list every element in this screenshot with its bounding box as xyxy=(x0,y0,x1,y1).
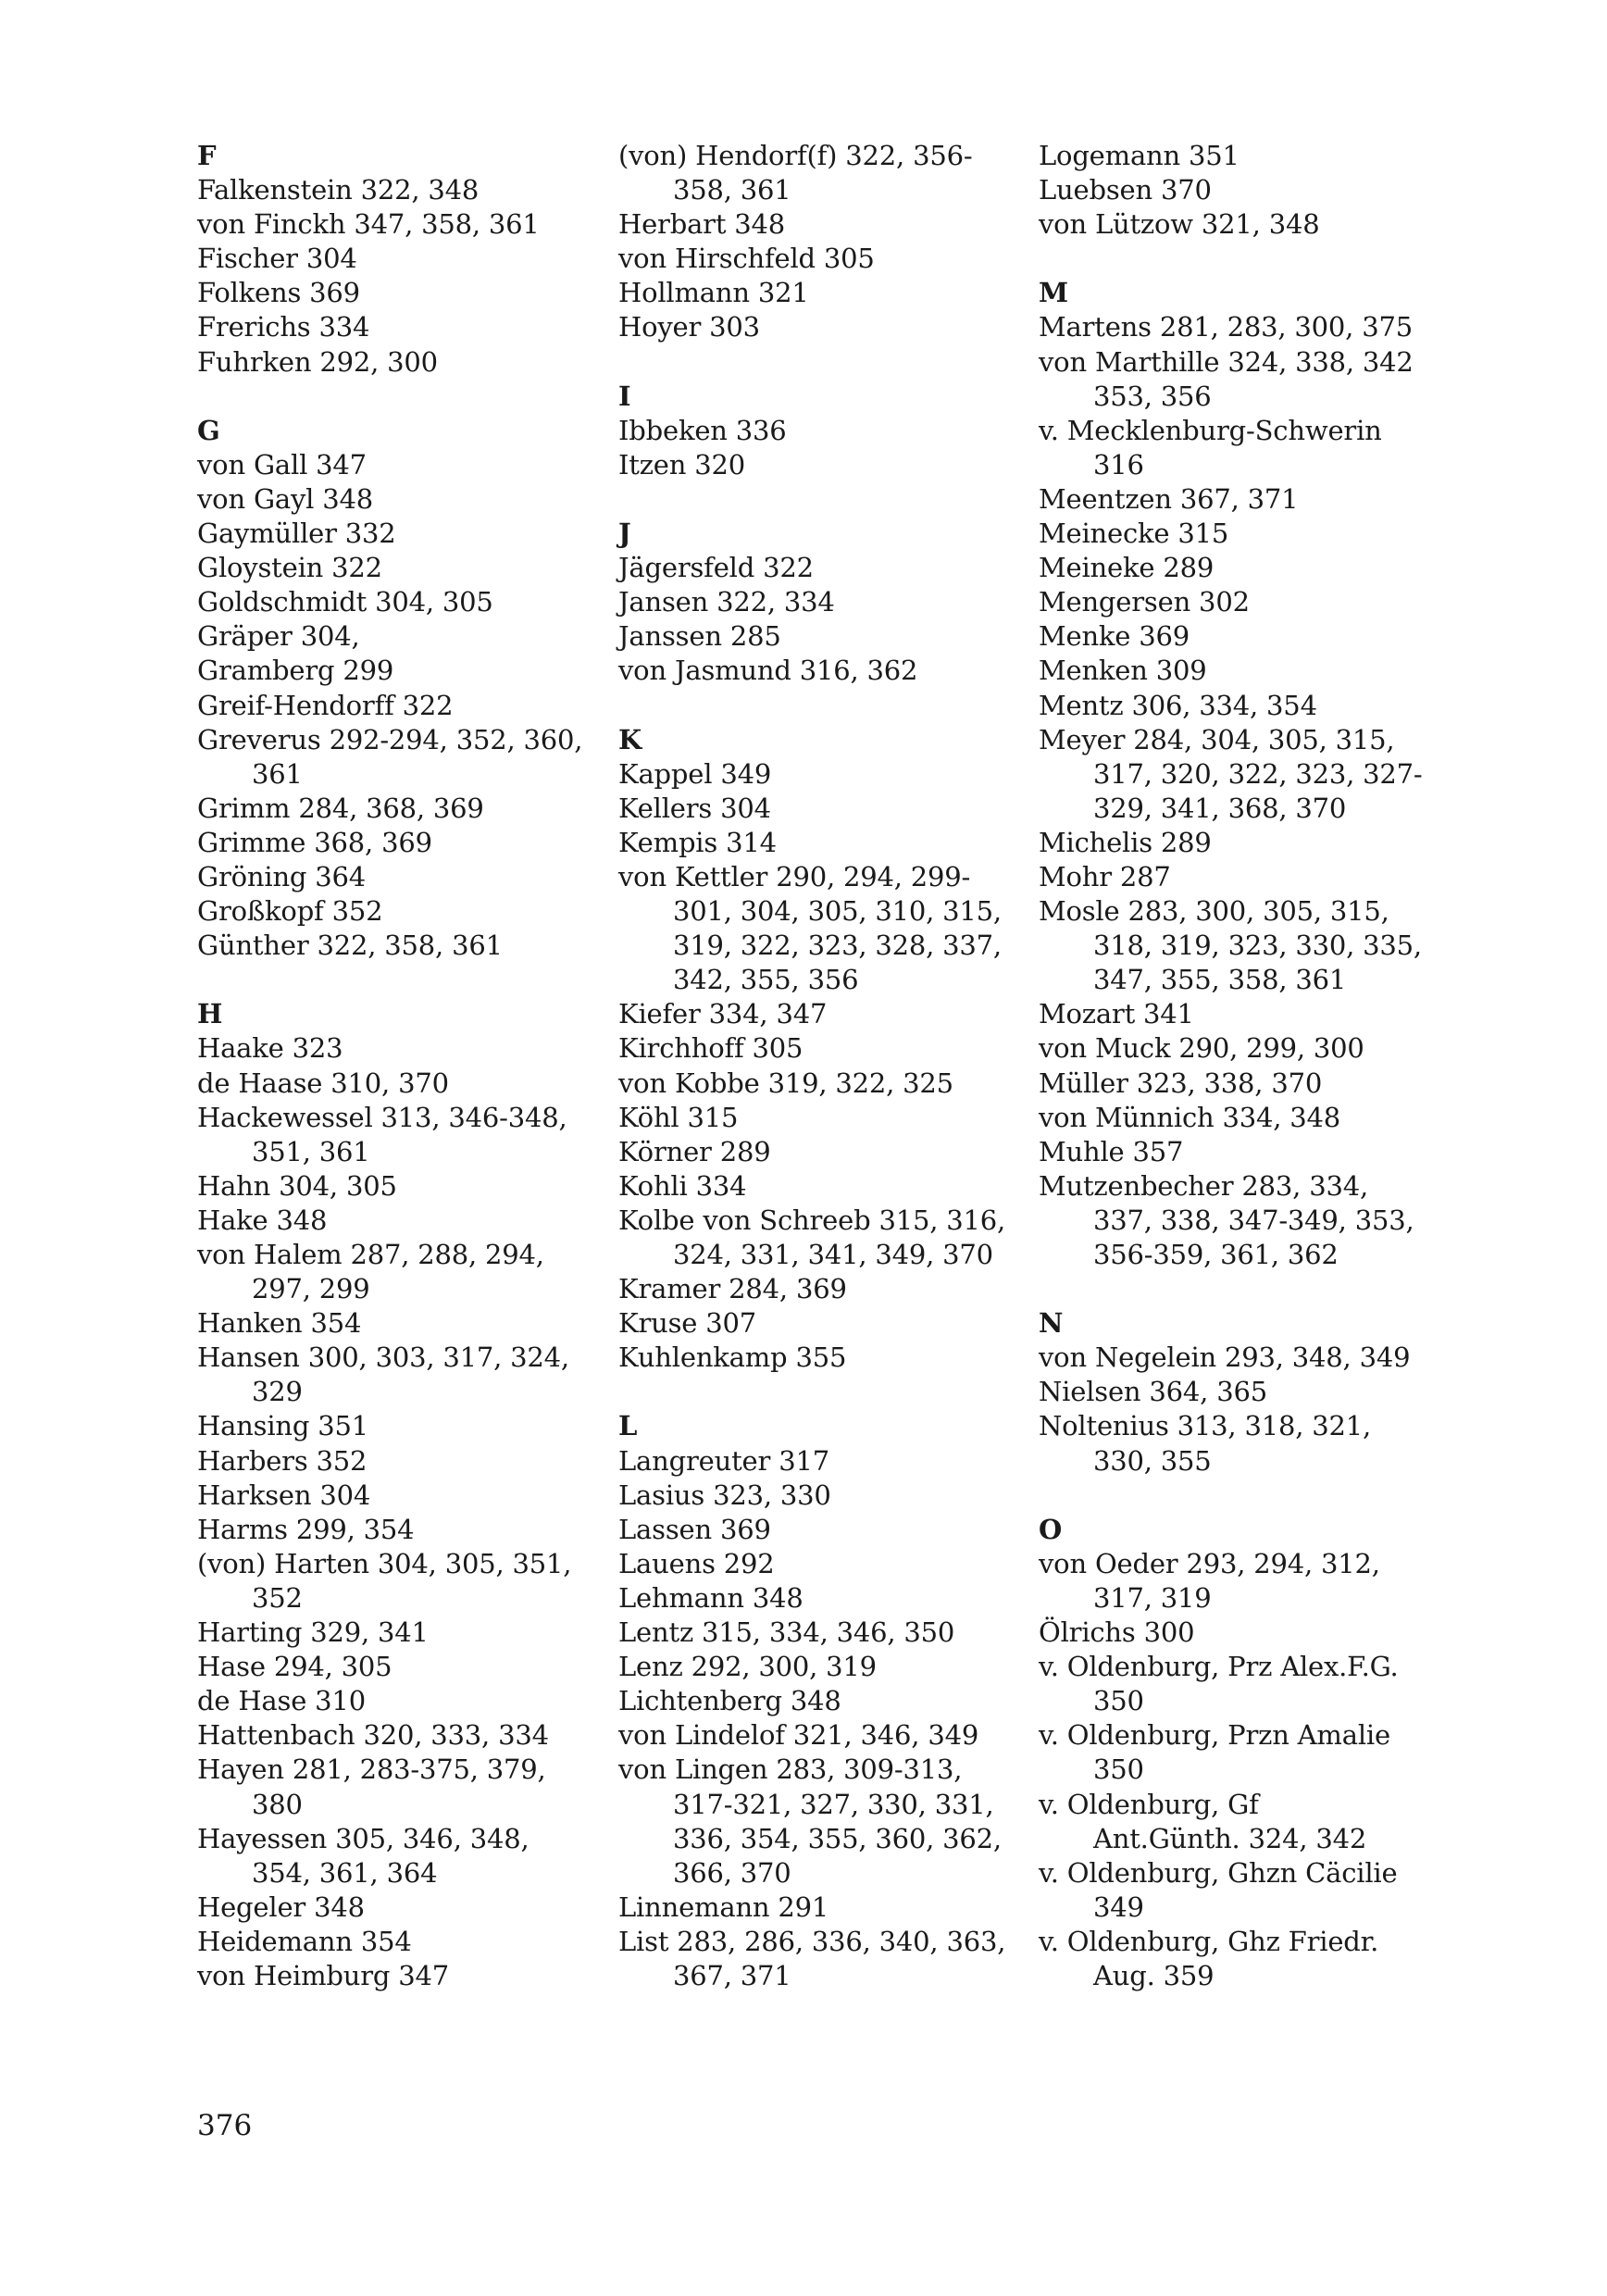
index-entry: von Heimburg 347 xyxy=(197,1959,450,1991)
index-entry: Heidemann 354 xyxy=(197,1925,412,1957)
index-entry: Itzen 320 xyxy=(618,448,745,480)
index-entry: v. Oldenburg, Gf xyxy=(1039,1788,1259,1820)
index-entry-continuation: 297, 299 xyxy=(252,1273,370,1305)
index-entry: Gröning 364 xyxy=(197,860,367,892)
index-entry: von Hirschfeld 305 xyxy=(618,243,875,275)
section-spacer xyxy=(1039,242,1446,276)
index-entry: Fischer 304 xyxy=(197,243,357,275)
index-entry-continuation: 352 xyxy=(252,1581,303,1614)
index-entry: von Lingen 283, 309-313, xyxy=(618,1753,963,1786)
index-entry-continuation: 356-359, 361, 362 xyxy=(1093,1239,1339,1270)
index-entry: Luebsen 370 xyxy=(1039,174,1212,206)
index-entry: Harms 299, 354 xyxy=(197,1513,415,1545)
index-entry: Kellers 304 xyxy=(618,792,771,824)
index-entry: Müller 323, 338, 370 xyxy=(1039,1067,1323,1099)
index-entry: Ibbeken 336 xyxy=(618,414,787,446)
index-entry-continuation: 329 xyxy=(252,1376,303,1408)
index-entry: Hansen 300, 303, 317, 324, xyxy=(197,1341,569,1374)
index-entry: Lichtenberg 348 xyxy=(618,1685,841,1717)
section-letter-heading: L xyxy=(618,1410,638,1442)
index-entry-continuation: 317, 319 xyxy=(1093,1581,1212,1614)
section-letter-heading: I xyxy=(618,380,631,412)
index-entry-continuation: 317, 320, 322, 323, 327- xyxy=(1093,757,1423,790)
section-spacer xyxy=(618,1375,1026,1409)
index-column-1 xyxy=(197,139,604,1993)
section-spacer xyxy=(197,963,604,997)
section-spacer xyxy=(1039,1272,1446,1306)
index-entry-continuation: 318, 319, 323, 330, 335, xyxy=(1093,930,1422,962)
index-entry: Jägersfeld 322 xyxy=(618,552,814,584)
index-entry: von Jasmund 316, 362 xyxy=(618,655,918,687)
index-entry: von Münnich 334, 348 xyxy=(1039,1101,1341,1133)
index-entry: Fuhrken 292, 300 xyxy=(197,345,438,378)
index-entry: v. Mecklenburg-Schwerin xyxy=(1039,414,1382,446)
index-entry-continuation: 319, 322, 323, 328, 337, xyxy=(673,930,1002,962)
section-letter-heading: O xyxy=(1039,1513,1063,1545)
index-entry: von Muck 290, 299, 300 xyxy=(1039,1032,1364,1065)
index-entry-continuation: 347, 355, 358, 361 xyxy=(1093,964,1347,996)
section-letter-heading: M xyxy=(1039,277,1068,309)
index-entry: Mutzenbecher 283, 334, xyxy=(1039,1169,1368,1202)
index-entry: Mengersen 302 xyxy=(1039,586,1250,618)
index-entry: Kiefer 334, 347 xyxy=(618,998,828,1030)
index-entry: Mosle 283, 300, 305, 315, xyxy=(1039,895,1389,928)
index-entry: Mentz 306, 334, 354 xyxy=(1039,689,1317,721)
index-entry-continuation: 367, 371 xyxy=(673,1959,791,1991)
index-entry-continuation: 353, 356 xyxy=(1093,380,1212,412)
index-entry: Jansen 322, 334 xyxy=(618,586,835,618)
index-entry-continuation: 342, 355, 356 xyxy=(673,964,859,996)
index-entry-continuation: 354, 361, 364 xyxy=(252,1856,438,1889)
index-entry: Mohr 287 xyxy=(1039,860,1171,892)
index-entry: von Oeder 293, 294, 312, xyxy=(1039,1547,1380,1579)
index-entry: (von) Harten 304, 305, 351, xyxy=(197,1547,572,1579)
index-entry: Logemann 351 xyxy=(1039,140,1240,171)
index-entry-continuation: 316 xyxy=(1093,448,1144,480)
index-entry: Greif-Hendorff 322 xyxy=(197,689,454,721)
index-entry: Harksen 304 xyxy=(197,1479,371,1511)
index-entry: Hackewessel 313, 346-348, xyxy=(197,1101,567,1133)
index-entry: Kolbe von Schreeb 315, 316, xyxy=(618,1204,1006,1236)
index-entry: Haake 323 xyxy=(197,1032,343,1065)
index-column-3 xyxy=(1039,139,1446,1993)
section-letter-heading: N xyxy=(1039,1307,1064,1340)
index-entry-continuation: 330, 355 xyxy=(1093,1444,1212,1477)
index-entry: von Gall 347 xyxy=(197,448,367,480)
index-entry-continuation: 350 xyxy=(1093,1753,1144,1786)
index-entry: Nielsen 364, 365 xyxy=(1039,1376,1267,1408)
section-letter-heading: H xyxy=(197,998,223,1030)
index-entry: de Haase 310, 370 xyxy=(197,1067,449,1099)
index-entry: Hattenbach 320, 333, 334 xyxy=(197,1719,549,1752)
index-entry: von Lützow 321, 348 xyxy=(1039,208,1320,241)
index-entry: von Marthille 324, 338, 342 xyxy=(1039,345,1414,378)
index-entry: Kohli 334 xyxy=(618,1169,747,1202)
index-entry: Lenz 292, 300, 319 xyxy=(618,1651,877,1683)
index-entry-continuation: 329, 341, 368, 370 xyxy=(1093,792,1347,824)
section-letter-heading: G xyxy=(197,414,220,446)
index-entry: Gaymüller 332 xyxy=(197,518,396,550)
index-entry: Grimme 368, 369 xyxy=(197,826,432,858)
index-entry: Meyer 284, 304, 305, 315, xyxy=(1039,723,1395,755)
index-entry-continuation: 358, 361 xyxy=(673,174,791,206)
index-entry: Falkenstein 322, 348 xyxy=(197,174,480,206)
index-entry-continuation: 380 xyxy=(252,1788,303,1820)
index-entry: von Lindelof 321, 346, 349 xyxy=(618,1719,979,1752)
index-entry: Menke 369 xyxy=(1039,620,1190,653)
index-entry: Frerichs 334 xyxy=(197,311,370,343)
index-entry: Kuhlenkamp 355 xyxy=(618,1341,847,1374)
index-entry: Gräper 304, xyxy=(197,620,360,653)
index-entry: List 283, 286, 336, 340, 363, xyxy=(618,1925,1006,1957)
index-entry: Noltenius 313, 318, 321, xyxy=(1039,1410,1372,1442)
section-spacer xyxy=(618,482,1026,517)
index-entry-continuation: Aug. 359 xyxy=(1093,1959,1215,1991)
index-entry: von Negelein 293, 348, 349 xyxy=(1039,1341,1411,1374)
index-entry: Kramer 284, 369 xyxy=(618,1273,847,1305)
index-entry: Martens 281, 283, 300, 375 xyxy=(1039,311,1413,343)
index-entry: Lauens 292 xyxy=(618,1547,775,1579)
index-entry: Günther 322, 358, 361 xyxy=(197,930,503,962)
index-entry: Hase 294, 305 xyxy=(197,1651,392,1683)
index-entry: Meentzen 367, 371 xyxy=(1039,482,1299,515)
index-entry: Hollmann 321 xyxy=(618,277,809,309)
index-entry: de Hase 310 xyxy=(197,1685,366,1717)
index-entry: Mozart 341 xyxy=(1039,998,1194,1030)
index-entry-continuation: 350 xyxy=(1093,1685,1144,1717)
index-entry: Köhl 315 xyxy=(618,1101,739,1133)
index-entry: v. Oldenburg, Ghzn Cäcilie xyxy=(1039,1856,1398,1889)
index-entry: Meineke 289 xyxy=(1039,552,1215,584)
index-entry: Menken 309 xyxy=(1039,655,1207,687)
index-entry-continuation: Ant.Günth. 324, 342 xyxy=(1093,1822,1367,1854)
index-entry: Folkens 369 xyxy=(197,277,360,309)
index-entry-continuation: 361 xyxy=(252,757,303,790)
section-spacer xyxy=(1039,1479,1446,1513)
index-entry: Janssen 285 xyxy=(618,620,781,653)
index-entry: von Gayl 348 xyxy=(197,482,374,515)
index-entry: v. Oldenburg, Ghz Friedr. xyxy=(1039,1925,1379,1957)
index-entry: Harbers 352 xyxy=(197,1444,367,1477)
index-entry: v. Oldenburg, Prz Alex.F.G. xyxy=(1039,1651,1399,1683)
index-entry: Herbart 348 xyxy=(618,208,786,241)
section-letter-heading: J xyxy=(618,518,631,550)
index-entry: Kempis 314 xyxy=(618,826,777,858)
index-entry: Muhle 357 xyxy=(1039,1135,1184,1167)
index-entry: Hake 348 xyxy=(197,1204,328,1236)
index-entry: Meinecke 315 xyxy=(1039,518,1229,550)
index-entry-continuation: 337, 338, 347-349, 353, xyxy=(1093,1204,1414,1236)
index-entry-continuation: 351, 361 xyxy=(252,1135,370,1167)
index-entry: Hoyer 303 xyxy=(618,311,760,343)
section-letter-heading: K xyxy=(618,723,642,755)
index-entry: von Finckh 347, 358, 361 xyxy=(197,208,540,241)
index-entry: von Kobbe 319, 322, 325 xyxy=(618,1067,953,1099)
index-entry: Hanken 354 xyxy=(197,1307,362,1340)
index-entry: Hansing 351 xyxy=(197,1410,369,1442)
index-entry: von Kettler 290, 294, 299- xyxy=(618,860,971,892)
index-entry: Hayen 281, 283-375, 379, xyxy=(197,1753,546,1786)
index-entry: Hayessen 305, 346, 348, xyxy=(197,1822,529,1854)
index-entry: Kappel 349 xyxy=(618,757,772,790)
index-entry: Kruse 307 xyxy=(618,1307,757,1340)
index-entry: Kirchhoff 305 xyxy=(618,1032,804,1065)
index-entry: Goldschmidt 304, 305 xyxy=(197,586,493,618)
section-spacer xyxy=(618,345,1026,380)
section-letter-heading: F xyxy=(197,140,217,171)
index-entry: (von) Hendorf(f) 322, 356- xyxy=(618,140,973,171)
index-entry: Ölrichs 300 xyxy=(1039,1616,1195,1649)
index-entry: Gloystein 322 xyxy=(197,552,382,584)
index-entry: Langreuter 317 xyxy=(618,1444,829,1477)
index-entry: Hegeler 348 xyxy=(197,1890,365,1923)
index-entry: Lentz 315, 334, 346, 350 xyxy=(618,1616,955,1649)
index-entry: Lehmann 348 xyxy=(618,1581,804,1614)
index-entry-continuation: 349 xyxy=(1093,1890,1144,1923)
index-entry-continuation: 366, 370 xyxy=(673,1856,791,1889)
index-entry: v. Oldenburg, Przn Amalie xyxy=(1039,1719,1390,1752)
index-entry-continuation: 336, 354, 355, 360, 362, xyxy=(673,1822,1002,1854)
index-entry-continuation: 324, 331, 341, 349, 370 xyxy=(673,1239,993,1270)
index-entry: Michelis 289 xyxy=(1039,826,1212,858)
index-entry: Hahn 304, 305 xyxy=(197,1169,397,1202)
index-entry-continuation: 317-321, 327, 330, 331, xyxy=(673,1788,994,1820)
index-entry: Linnemann 291 xyxy=(618,1890,829,1923)
index-column-2 xyxy=(618,139,1026,1993)
index-entry-continuation: 301, 304, 305, 310, 315, xyxy=(673,895,1002,928)
page-number: 376 xyxy=(197,2109,253,2142)
index-entry: Körner 289 xyxy=(618,1135,771,1167)
section-spacer xyxy=(197,380,604,414)
index-entry: Greverus 292-294, 352, 360, xyxy=(197,723,583,755)
index-entry: Gramberg 299 xyxy=(197,655,394,687)
section-spacer xyxy=(618,689,1026,723)
index-entry: Lasius 323, 330 xyxy=(618,1479,831,1511)
index-entry: Großkopf 352 xyxy=(197,895,383,928)
index-entry: von Halem 287, 288, 294, xyxy=(197,1239,544,1270)
index-entry: Lassen 369 xyxy=(618,1513,771,1545)
index-entry: Grimm 284, 368, 369 xyxy=(197,792,484,824)
index-entry: Harting 329, 341 xyxy=(197,1616,429,1649)
